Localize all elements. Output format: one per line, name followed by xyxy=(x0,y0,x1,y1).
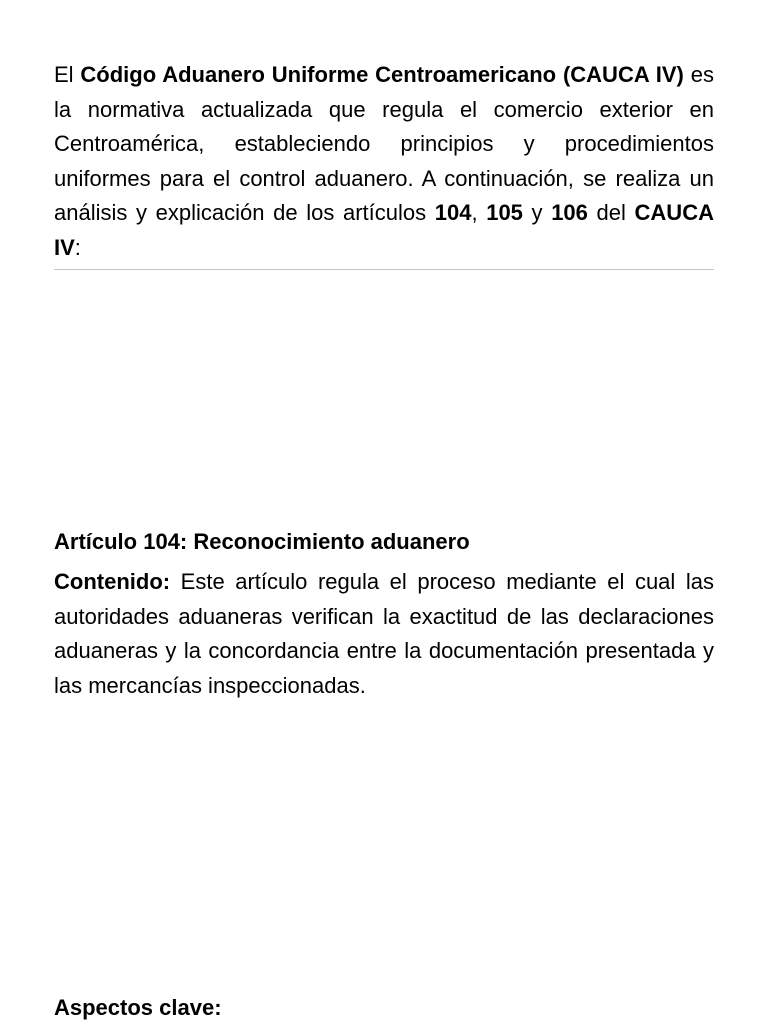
intro-separator-2: y xyxy=(522,200,552,226)
intro-text-3: del xyxy=(587,200,635,226)
content-text: Este artículo regula el proceso mediante el cual las autoridades aduaneras verifican la exactitud de las declaraciones aduaneras y la concordancia entre la documentación presentada y las mercancías inspeccionadas. xyxy=(54,569,714,698)
intro-text-2: es la normativa actualizada que regula el comercio exterior en Centroamérica, estableciendo principios y procedimientos uniformes para el control aduanero. A continuación, se realiza un análisis y explicación de los artículos xyxy=(54,62,714,226)
content-label: Contenido: xyxy=(54,569,171,594)
horizontal-divider xyxy=(54,269,714,270)
code-short-name: CAUCA IV xyxy=(54,200,714,260)
intro-separator-1: , xyxy=(471,200,487,226)
article-104-content xyxy=(54,565,714,703)
code-full-name: Código Aduanero Uniforme Centroamericano (CAUCA IV) xyxy=(80,62,684,87)
intro-paragraph xyxy=(54,58,714,266)
article-ref-105: 105 xyxy=(486,200,523,226)
aspects-heading: Aspectos clave: xyxy=(54,995,222,1020)
article-104-heading: Artículo 104: Reconocimiento aduanero xyxy=(54,529,470,554)
intro-text-1: El xyxy=(54,62,81,87)
article-ref-104: 104 xyxy=(434,200,472,226)
intro-text-4: : xyxy=(74,234,81,260)
article-ref-106: 106 xyxy=(551,200,588,226)
